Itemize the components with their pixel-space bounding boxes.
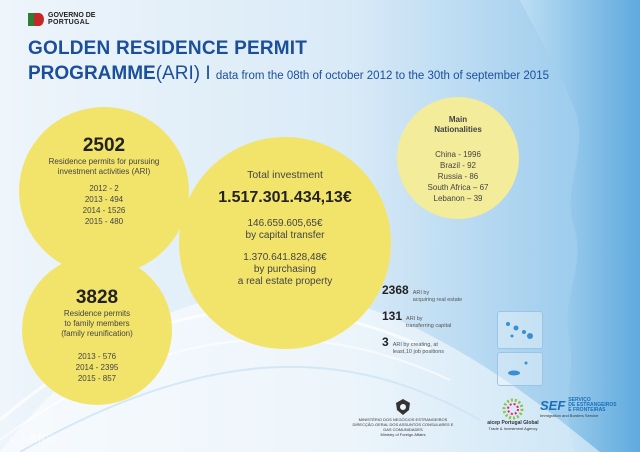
- list-item: 2012 - 2: [89, 184, 119, 193]
- list-item: 2015 - 480: [84, 217, 124, 226]
- logo-line1: GOVERNO DE: [48, 12, 96, 19]
- ari-row-capital: [382, 309, 482, 329]
- ari-row-realestate: [382, 283, 482, 303]
- ari-jobs-text: [393, 342, 444, 355]
- investment-circle: [179, 137, 391, 349]
- aicep-caption: Trade & Investment Agency: [488, 426, 538, 431]
- sef-line2: DE ESTRANGEIROS: [568, 402, 617, 408]
- nationalities-head-line1: Main: [448, 115, 468, 124]
- page-title-line2: [28, 63, 549, 85]
- list-item: South Africa – 67: [427, 183, 489, 192]
- ari-realestate-text: [413, 290, 463, 303]
- permits-desc-line2: investment activities (ARI): [57, 167, 151, 176]
- permits-circle: [19, 107, 189, 275]
- madeira-map-inset: [497, 352, 543, 386]
- watermark: [8, 432, 55, 445]
- ari-row-jobs: [382, 335, 482, 355]
- ari-capital-text: [406, 316, 451, 329]
- island-icon: [498, 353, 542, 385]
- title-ari: (ARI) I: [155, 63, 211, 84]
- family-desc-line2: to family members: [64, 319, 130, 328]
- portugal-flag-icon: [28, 13, 44, 26]
- logo-line2: PORTUGAL: [48, 19, 90, 26]
- aicep-logo: [482, 398, 544, 431]
- realestate-amount: 1.370.641.828,48€: [243, 252, 327, 263]
- real-estate-purchase: [179, 252, 391, 288]
- ari-realestate-text2: acquiring real estate: [412, 296, 463, 303]
- list-item: Brazil - 92: [439, 161, 476, 170]
- family-desc-line3: (family reunification): [61, 329, 133, 338]
- investment-label: Total investment: [247, 169, 323, 181]
- nationalities-head-line2: Nationalities: [434, 125, 482, 134]
- watermark-icon: ☺: [8, 433, 18, 444]
- family-circle: [22, 255, 172, 405]
- sef-full-name: [568, 398, 616, 413]
- nationalities-circle: [397, 97, 519, 219]
- realestate-label1: by purchasing: [253, 264, 317, 275]
- list-item: 2015 - 857: [77, 374, 117, 383]
- mne-line1: MINISTÉRIO DOS NEGÓCIOS ESTRANGEIROS: [358, 417, 448, 422]
- islands-icon: [498, 312, 542, 348]
- sef-caption: Immigration and Borders Service: [540, 413, 599, 418]
- government-logo-text: [48, 12, 95, 26]
- sef-line1: SERVIÇO: [568, 397, 591, 403]
- family-total: 3828: [75, 287, 119, 308]
- sef-name: SEF: [540, 398, 566, 413]
- ari-realestate-count: 2368: [382, 283, 409, 297]
- list-item: 2014 - 2395: [75, 363, 119, 372]
- sef-line3: E FRONTEIRAS: [568, 407, 606, 413]
- permits-description: [19, 157, 189, 177]
- list-item: 2013 - 576: [77, 352, 117, 361]
- list-item: Russia - 86: [437, 172, 479, 181]
- aicep-dots-icon: [502, 398, 524, 420]
- ari-realestate-text1: ARI by: [412, 290, 430, 296]
- list-item: Lebanon – 39: [433, 194, 483, 203]
- government-logo: [28, 12, 95, 26]
- capital-label: by capital transfer: [245, 230, 325, 241]
- title-date-range: data from the 08th of october 2012 to the 30th of september 2015: [215, 70, 549, 82]
- nationalities-list: [397, 149, 519, 204]
- capital-transfer: [179, 218, 391, 242]
- list-item: 2013 - 494: [84, 195, 124, 204]
- permits-total: 2502: [82, 135, 126, 156]
- mne-line2: DIRECÇÃO-GERAL DOS ASSUNTOS CONSULARES E: [352, 422, 454, 427]
- ari-jobs-text2: least,10 job positions: [392, 348, 445, 355]
- nationalities-heading: [397, 115, 519, 135]
- title-programme: PROGRAMME: [28, 63, 156, 84]
- watermark-text: 大欧移民: [19, 434, 56, 444]
- permits-desc-line1: Residence permits for pursuing: [48, 157, 160, 166]
- mne-logo: [348, 398, 458, 437]
- capital-amount: 146.659.605,65€: [247, 218, 323, 229]
- coat-of-arms-icon: [394, 398, 412, 416]
- family-desc-line1: Residence permits: [63, 309, 131, 318]
- mne-caption: Ministry of Foreign Affairs: [380, 432, 426, 437]
- ari-capital-count: 131: [382, 309, 403, 323]
- page-title-line1: GOLDEN RESIDENCE PERMIT: [28, 38, 308, 59]
- list-item: China - 1996: [435, 150, 481, 159]
- azores-map-inset: [497, 311, 543, 349]
- ari-breakdown: [382, 283, 482, 361]
- family-years-list: [22, 351, 172, 384]
- ari-capital-text2: transferring capital: [406, 322, 452, 329]
- family-description: [22, 309, 172, 339]
- aicep-name: aicep Portugal Global: [487, 420, 539, 426]
- investment-total: 1.517.301.434,13€: [218, 189, 352, 206]
- permits-years-list: [19, 183, 189, 227]
- ari-jobs-count: 3: [382, 335, 389, 349]
- realestate-label2: a real estate property: [237, 276, 333, 287]
- ari-capital-text1: ARI by: [406, 316, 423, 322]
- sef-logo: [540, 398, 630, 418]
- mne-line3: DAS COMUNIDADES: [383, 427, 423, 432]
- list-item: 2014 - 1526: [82, 206, 126, 215]
- ari-jobs-text1: ARI by creating, at: [392, 342, 438, 348]
